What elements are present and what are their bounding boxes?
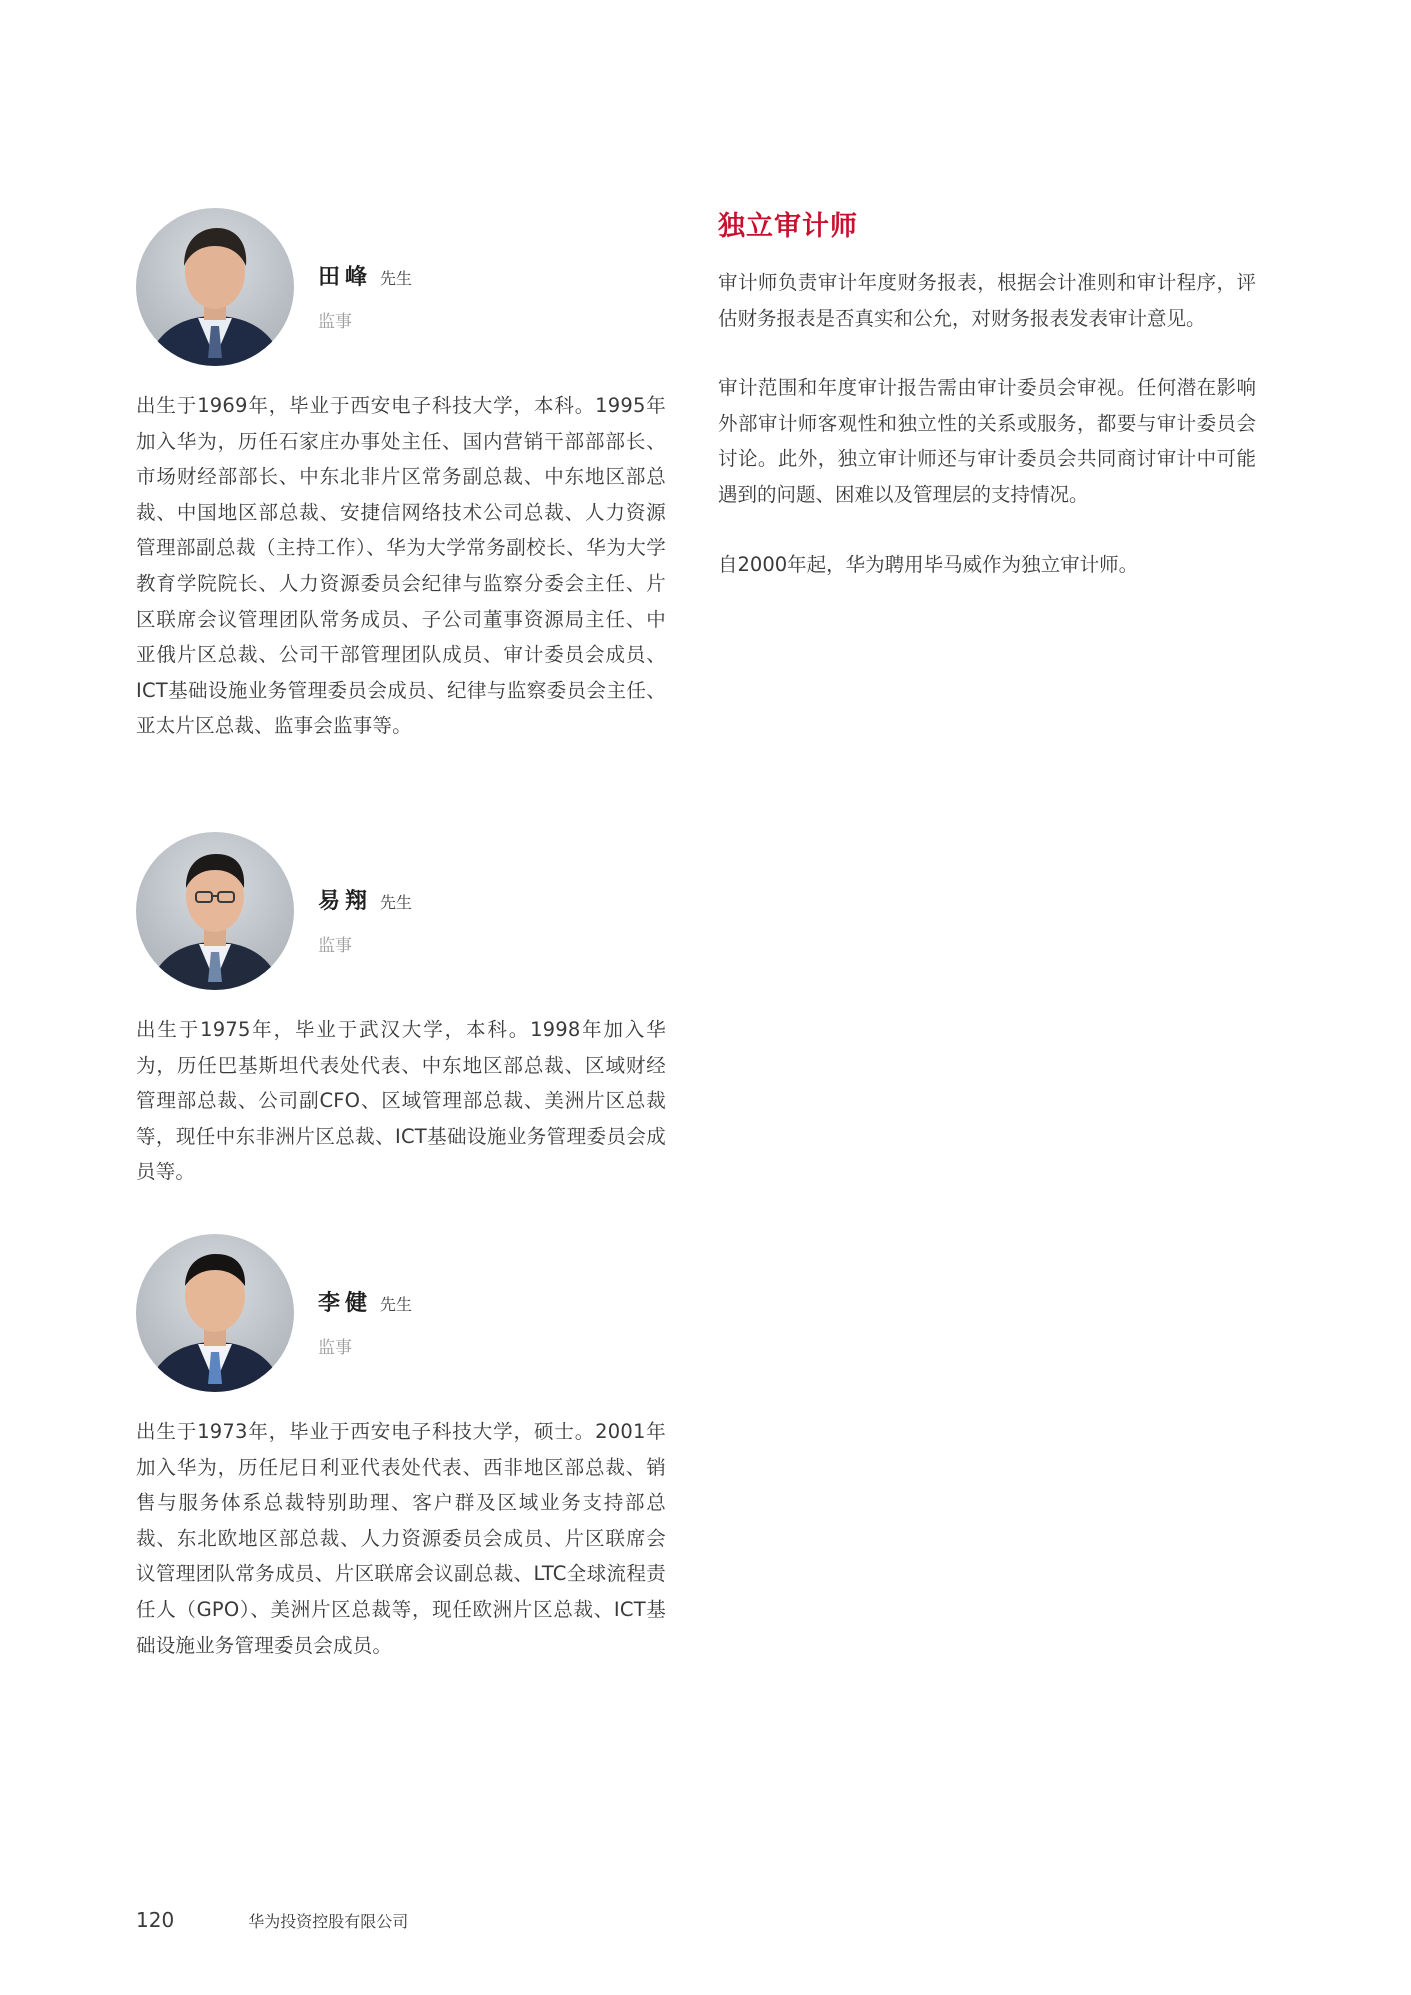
company-name: 华为投资控股有限公司 [248, 1912, 409, 1931]
auditor-paragraph: 自2000年起，华为聘用毕马威作为独立审计师。 [718, 552, 1139, 576]
profile-header [136, 1234, 666, 1392]
person-bio: 出生于1975年，毕业于武汉大学，本科。1998年加入华为，历任巴基斯坦代表处代表、中东地区部总裁、区域财经管理部总裁、公司副CFO、区域管理部总裁、美洲片区总裁等，现任中东非洲片区总裁、ICT基础设施业务管理委员会成员等。 [136, 1018, 666, 1184]
auditor-paragraph: 审计师负责审计年度财务报表，根据会计准则和审计程序，评估财务报表是否真实和公允，对财务报表发表审计意见。 [718, 271, 1256, 330]
page-footer [136, 1908, 408, 1932]
person-bio: 出生于1969年，毕业于西安电子科技大学，本科。1995年加入华为，历任石家庄办事处主任、国内营销干部部部长、市场财经部部长、中东北非片区常务副总裁、中东地区部总裁、中国地区部总裁、安捷信网络技术公司总裁、人力资源管理部副总裁（主持工作）、华为大学常务副校长、华为大学教育学院院长、人力资源委员会纪律与监察分委会主任、片区联席会议管理团队常务成员、子公司董事资源局主任、中亚俄片区总裁、公司干部管理团队成员、审计委员会成员、ICT基础设施业务管理委员会成员、纪律与监察委员会主任、亚太片区总裁、监事会监事等。 [136, 394, 666, 738]
director-profile [136, 832, 666, 1190]
name-block [318, 1286, 412, 1358]
person-role: 监事 [318, 1338, 352, 1358]
avatar [136, 1234, 294, 1392]
person-bio: 出生于1973年，毕业于西安电子科技大学，硕士。2001年加入华为，历任尼日利亚代表处代表、西非地区部总裁、销售与服务体系总裁特别助理、客户群及区域业务支持部总裁、东北欧地区部总裁、人力资源委员会成员、片区联席会议管理团队常务成员、片区联席会议副总裁、LTC全球流程责任人（GPO）、美洲片区总裁等，现任欧洲片区总裁、ICT基础设施业务管理委员会成员。 [136, 1420, 666, 1657]
person-role: 监事 [318, 936, 352, 956]
section-title: 独立审计师 [718, 211, 858, 242]
name-block [318, 884, 412, 956]
auditor-paragraph: 审计范围和年度审计报告需由审计委员会审视。任何潜在影响外部审计师客观性和独立性的关系或服务，都要与审计委员会讨论。此外，独立审计师还与审计委员会共同商讨审计中可能遇到的问题、困难以及管理层的支持情况。 [718, 376, 1256, 506]
person-name: 李健 [318, 1291, 373, 1316]
profile-header [136, 208, 666, 366]
auditor-section [718, 204, 1256, 616]
honorific: 先生 [380, 1295, 413, 1314]
directors-column [136, 208, 666, 1657]
honorific: 先生 [380, 269, 413, 288]
page-number: 120 [136, 1908, 175, 1932]
person-name: 易翔 [318, 889, 373, 914]
name-block [318, 260, 412, 332]
person-name: 田峰 [318, 265, 373, 290]
person-role: 监事 [318, 312, 352, 332]
director-profile [136, 208, 666, 808]
avatar [136, 208, 294, 366]
profile-header [136, 832, 666, 990]
director-profile [136, 1234, 666, 1663]
honorific: 先生 [380, 893, 413, 912]
avatar [136, 832, 294, 990]
